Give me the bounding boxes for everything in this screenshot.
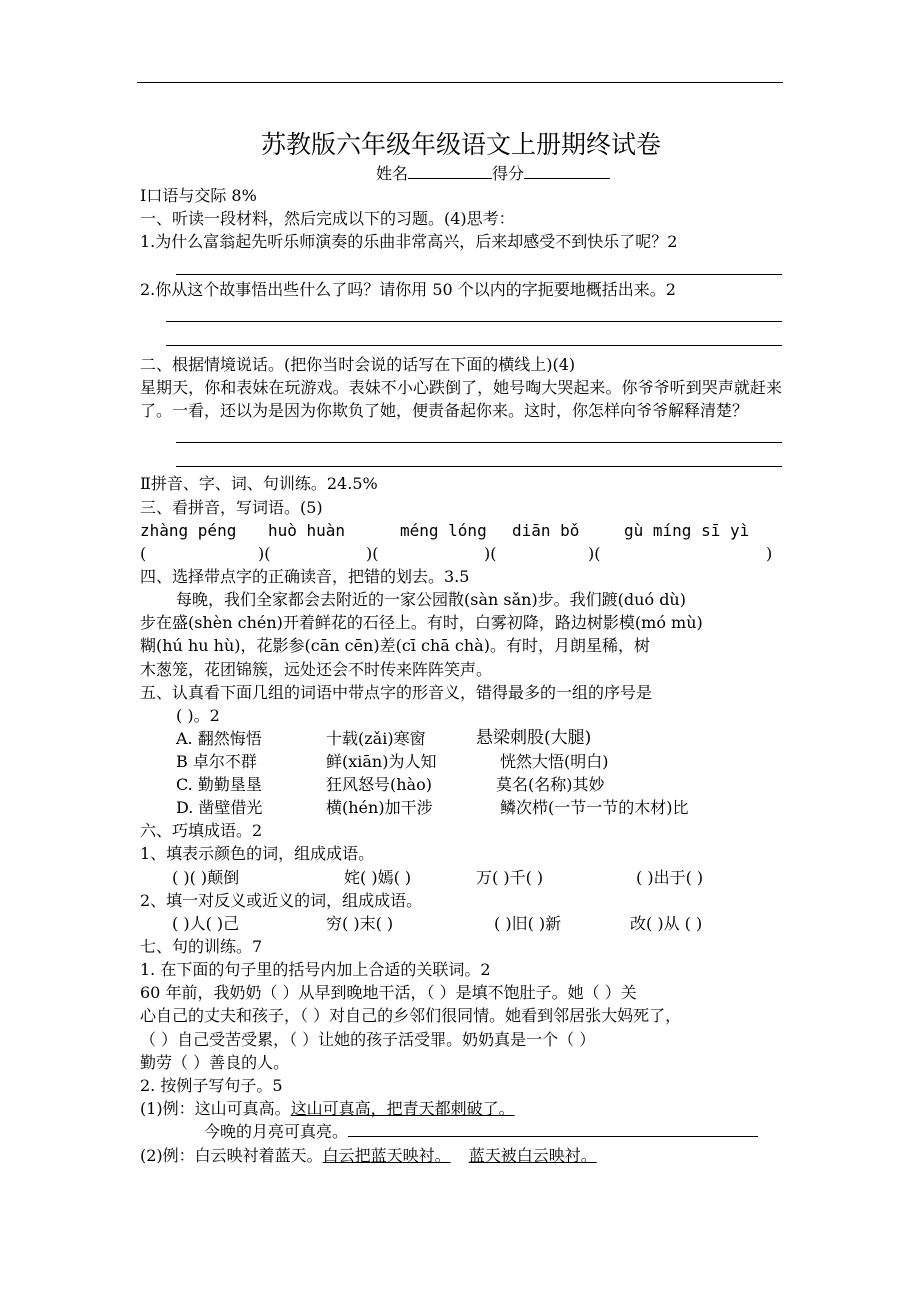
example-1-answer: 这山可真高，把青天都刺破了。 (290, 1099, 515, 1119)
question-5-blank[interactable]: ( )。2 (176, 706, 220, 726)
pinyin-word: huò huàn (268, 520, 346, 540)
pinyin-answer-row[interactable]: ( )( )( )( )( ) (140, 543, 773, 563)
pinyin-word: méng lóng (400, 520, 487, 540)
option-d-1: D. 凿壁借光 (176, 798, 263, 818)
pinyin-word: zhàng péng (140, 520, 237, 540)
example-1-task-text: 今晚的月亮可真亮。 (204, 1122, 349, 1142)
question-4-text: 糊(hú hu hù)，花影参(cān cēn)差(cī chā chà)。有时，月朗星稀，树 (140, 636, 650, 656)
option-a-1: A. 翻然悔悟 (176, 729, 262, 749)
idiom-item[interactable]: ( )人( )己 (172, 913, 240, 933)
option-a-3: 悬梁刺股(大腿) (476, 728, 592, 749)
score-field[interactable] (524, 162, 610, 179)
option-row (140, 773, 782, 796)
question-1-2: 2.你从这个故事悟出些什么了吗？请你用 50 个以内的字扼要地概括出来。2 (140, 279, 676, 299)
question-7-1-text: 60 年前，我奶奶（ ）从早到晚地干活，（ ）是填不饱肚子。她（ ）关 (140, 983, 637, 1003)
idiom-row[interactable] (140, 912, 782, 935)
option-d-3: 鳞次栉(一节一节的木材)比 (500, 798, 689, 818)
idiom-item[interactable]: ( )出于( ) (636, 867, 704, 887)
option-row (140, 750, 782, 773)
option-b-2: 鲜(xiān)为人知 (326, 752, 437, 772)
pinyin-word: gù míng sī yì (624, 520, 750, 540)
score-label: 得分 (492, 164, 525, 183)
name-score-line (140, 162, 782, 184)
answer-line[interactable] (348, 1120, 758, 1137)
question-1-heading: 一、听读一段材料，然后完成以下的习题。(4)思考： (140, 209, 515, 229)
option-b-1: B 卓尔不群 (176, 752, 257, 772)
question-4-heading: 四、选择带点字的正确读音，把错的划去。3.5 (140, 566, 470, 586)
answer-line[interactable] (140, 301, 782, 325)
question-4-text: 木葱笼，花团锦簇，远处还会不时传来阵阵笑声。 (140, 659, 493, 679)
option-b-3: 恍然大悟(明白) (500, 752, 609, 772)
section-1-heading: Ⅰ口语与交际 8% (140, 186, 257, 205)
name-field[interactable] (408, 162, 492, 179)
question-6-2: 2、填一对反义或近义的词，组成成语。 (140, 890, 423, 910)
idiom-item[interactable]: 穷( )末( ) (326, 913, 394, 933)
answer-line[interactable] (140, 325, 782, 349)
option-c-1: C. 勤勤垦垦 (176, 775, 262, 795)
idiom-row[interactable] (140, 866, 782, 889)
example-2-label: (2)例：白云映衬着蓝天。 (140, 1145, 323, 1165)
name-label: 姓名 (376, 164, 409, 183)
top-rule (137, 82, 783, 83)
question-2-text: 星期天，你和表妹在玩游戏。表妹不小心跌倒了，她号啕大哭起来。你爷爷听到哭声就赶来了。一看，还以为是因为你欺负了她，便责备起你来。这时，你怎样向爷爷解释清楚？ (140, 378, 782, 421)
example-2-answer-1: 白云把蓝天映衬。 (322, 1145, 451, 1165)
answer-line[interactable] (140, 422, 782, 446)
exam-paper (140, 128, 782, 1167)
option-row (140, 796, 782, 819)
pinyin-row (140, 519, 782, 542)
question-6-1: 1、填表示颜色的词，组成成语。 (140, 844, 375, 864)
option-row (140, 727, 782, 750)
example-2-answer-2: 蓝天被白云映衬。 (468, 1145, 597, 1165)
section-2-heading: Ⅱ拼音、字、词、句训练。24.5% (140, 474, 378, 494)
question-7-1-text: 心自己的丈夫和孩子，（ ）对自己的乡邻们很同情。她看到邻居张大妈死了， (140, 1006, 682, 1026)
question-2-heading: 二、根据情境说话。(把你当时会说的话写在下面的横线上)(4) (140, 354, 576, 374)
example-1-task[interactable] (140, 1120, 782, 1143)
answer-line[interactable] (140, 254, 782, 278)
option-a-2: 十载(zǎi)寒窗 (326, 729, 426, 749)
question-5-heading: 五、认真看下面几组的词语中带点字的形音义，错得最多的一组的序号是 (140, 682, 653, 702)
question-6-heading: 六、巧填成语。2 (140, 821, 263, 841)
question-7-2: 2. 按例子写句子。5 (140, 1076, 283, 1096)
idiom-item[interactable]: ( )旧( )新 (494, 913, 562, 933)
idiom-item[interactable]: ( )( )颠倒 (172, 867, 240, 887)
example-2 (140, 1144, 782, 1167)
idiom-item[interactable]: 改( )从 ( ) (630, 913, 703, 933)
example-1-label: (1)例：这山可真高。 (140, 1099, 291, 1119)
example-1 (140, 1097, 782, 1120)
answer-line[interactable] (140, 446, 782, 470)
question-4-text: 每晚，我们全家都会去附近的一家公园散(sàn sǎn)步。我们踱(duó dù) (176, 590, 686, 610)
page-title: 苏教版六年级年级语文上册期终试卷 (260, 130, 661, 159)
pinyin-word: diān bǒ (512, 520, 580, 540)
option-d-2: 横(hén)加干涉 (326, 798, 433, 818)
option-c-3: 莫名(名称)其妙 (496, 775, 605, 795)
question-7-1: 1. 在下面的句子里的括号内加上合适的关联词。2 (140, 960, 491, 980)
question-3-heading: 三、看拼音，写词语。(5) (140, 497, 323, 517)
option-c-2: 狂风怒号(hào) (326, 775, 432, 795)
question-4-text: 步在盛(shèn chén)开着鲜花的石径上。有时，白雾初降，路边树影模(mó mù) (140, 613, 703, 633)
question-7-1-text: 勤劳（ ）善良的人。 (140, 1052, 290, 1072)
question-7-heading: 七、句的训练。7 (140, 936, 263, 956)
question-7-1-text: （ ）自己受苦受累，（ ）让她的孩子活受罪。奶奶真是一个（ ） (140, 1029, 596, 1049)
question-1-1: 1.为什么富翁起先听乐师演奏的乐曲非常高兴，后来却感受不到快乐了呢？2 (140, 232, 678, 252)
idiom-item[interactable]: 姹( )嫣( ) (344, 867, 412, 887)
idiom-item[interactable]: 万( )千( ) (476, 867, 544, 887)
